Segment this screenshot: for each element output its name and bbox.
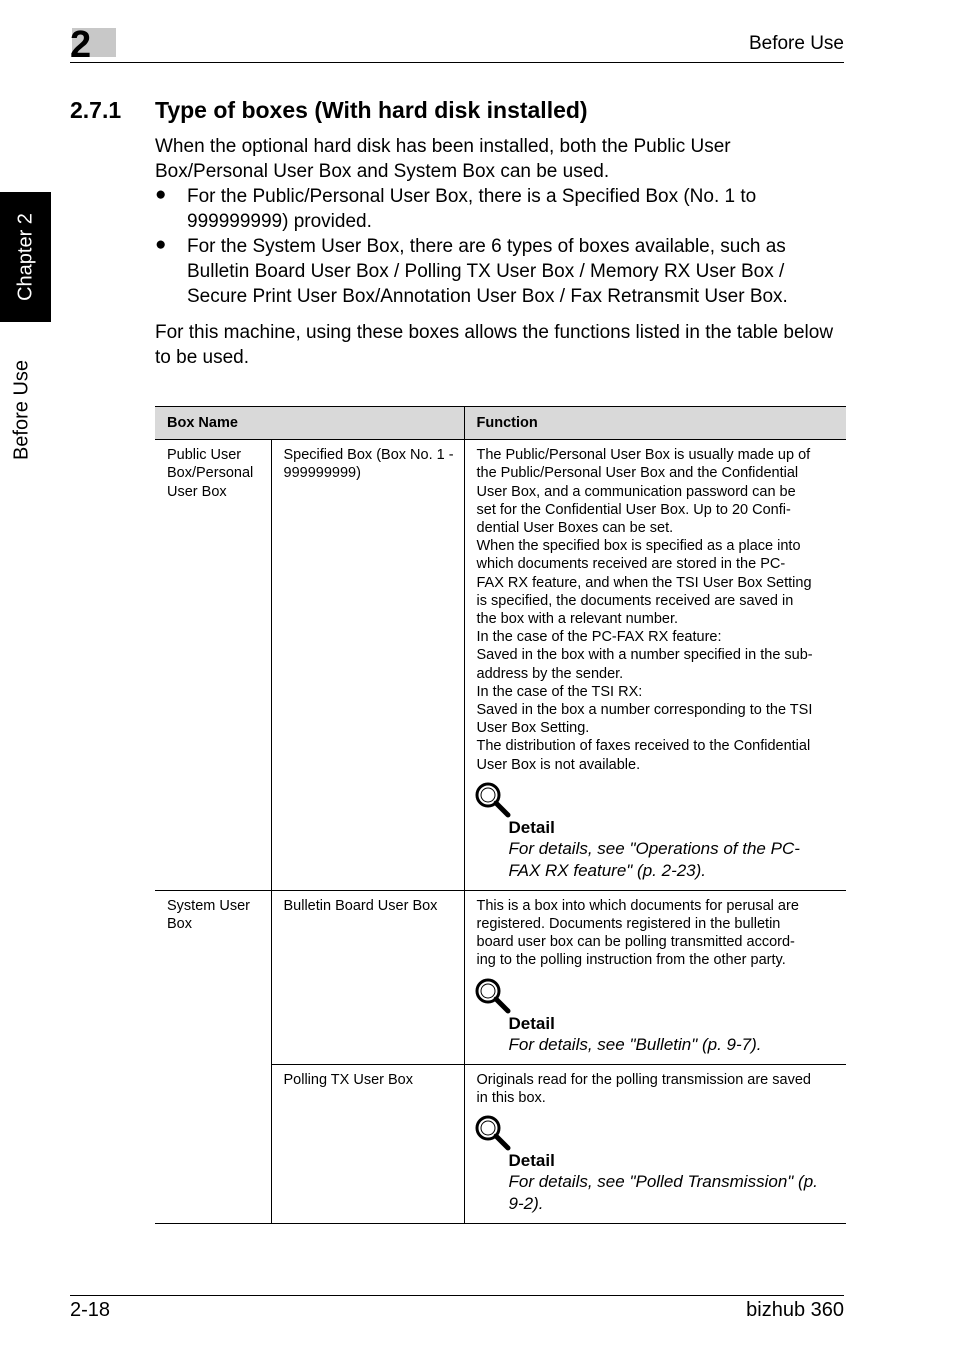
detail-label: Detail (508, 1151, 555, 1171)
function-line: In the case of the TSI RX: (476, 683, 643, 700)
product-name: bizhub 360 (746, 1299, 844, 1321)
header-title: Before Use (748, 33, 844, 54)
function-cell (464, 440, 846, 891)
chapter-number: 2 (70, 24, 92, 66)
bullet-item: For the Public/Personal User Box, there is a Specified Box (No. 1 to 999999999) provided. (187, 186, 757, 232)
detail-line: FAX RX feature" (p. 2-23). (508, 860, 707, 880)
side-tab-section-label: Before Use (10, 359, 33, 461)
side-tab-chapter-label: Chapter 2 (14, 213, 37, 301)
magnifier-icon (473, 1113, 511, 1151)
function-cell (464, 890, 846, 1064)
table-row (155, 440, 846, 891)
function-line: User Box is not available. (476, 756, 641, 773)
header-rule (70, 62, 844, 63)
box-name-cell: Specified Box (Box No. 1 - 999999999) (271, 440, 464, 891)
bullet-dot: ● (155, 184, 167, 205)
table-row (155, 890, 846, 1064)
detail-line: 9-2). (508, 1194, 544, 1214)
function-text (477, 897, 843, 970)
detail-label: Detail (508, 817, 555, 837)
footer-rule (70, 1295, 844, 1296)
detail-line: For details, see "Bulletin" (p. 9-7). (508, 1034, 762, 1054)
box-types-table (155, 406, 846, 1224)
function-line: registered. Documents registered in the bulletin (476, 916, 781, 933)
function-line: set for the Confidential User Box. Up to 20 Confi- (476, 501, 791, 518)
function-line: Originals read for the polling transmission are saved (476, 1071, 811, 1088)
function-line: When the specified box is specified as a place into (476, 538, 801, 555)
detail-label: Detail (508, 1013, 555, 1033)
page-number: 2-18 (70, 1299, 111, 1321)
bullet-dot: ● (155, 234, 167, 255)
function-line: is specified, the documents received are saved in (476, 592, 794, 609)
detail-line: For details, see "Polled Transmission" (p. (508, 1172, 818, 1192)
bullet-item: For the System User Box, there are 6 types of boxes available, such as Bulletin Board User Box / Polling TX User Box / Memory RX User Box / Secure Print User Box/Annotation User Box / Fax Retransmit User Box. (187, 236, 788, 307)
box-group-cell: System User Box (155, 890, 271, 1223)
function-text (477, 446, 843, 774)
function-line: Saved in the box a number corresponding to the TSI (476, 702, 813, 719)
function-line: dential User Boxes can be set. (476, 520, 674, 537)
function-line: The distribution of faxes received to the Confidential (476, 738, 811, 755)
function-line: which documents received are stored in the PC- (476, 556, 786, 573)
function-line: address by the sender. (476, 665, 624, 682)
outro-paragraph: For this machine, using these boxes allows the functions listed in the table below to be used. (155, 322, 834, 368)
box-name-cell: Bulletin Board User Box (271, 890, 464, 1064)
detail-line: For details, see "Operations of the PC- (508, 838, 800, 858)
detail-text (509, 1034, 843, 1056)
function-line: This is a box into which documents for perusal are (476, 897, 799, 914)
magnifier-icon (473, 976, 511, 1014)
header-function: Function (464, 407, 846, 440)
function-line: board user box can be polling transmitted accord- (476, 934, 795, 951)
function-line: FAX RX feature, and when the TSI User Box Setting (476, 574, 812, 591)
section-number: 2.7.1 (70, 97, 122, 123)
section-title: Type of boxes (With hard disk installed) (155, 97, 588, 123)
function-line: The Public/Personal User Box is usually made up of (476, 447, 811, 464)
box-group-cell: Public User Box/Personal User Box (155, 440, 271, 891)
function-line: In the case of the PC-FAX RX feature: (476, 629, 722, 646)
function-cell (464, 1064, 846, 1223)
intro-paragraph: When the optional hard disk has been installed, both the Public User Box/Personal User Box and System Box can be used. (155, 136, 731, 182)
function-line: the Public/Personal User Box and the Confidential (476, 465, 799, 482)
function-line: Saved in the box with a number specified in the sub- (476, 647, 813, 664)
detail-text (509, 838, 843, 882)
function-text (477, 1071, 843, 1107)
box-name-cell: Polling TX User Box (271, 1064, 464, 1223)
function-line: the box with a relevant number. (476, 611, 679, 628)
function-line: in this box. (476, 1089, 546, 1106)
header-box-name: Box Name (155, 407, 464, 440)
detail-text (509, 1171, 843, 1215)
magnifier-icon (473, 780, 511, 818)
function-line: ing to the polling instruction from the other party. (476, 952, 786, 969)
function-line: User Box Setting. (476, 720, 590, 737)
function-line: User Box, and a communication password can be (476, 483, 796, 500)
